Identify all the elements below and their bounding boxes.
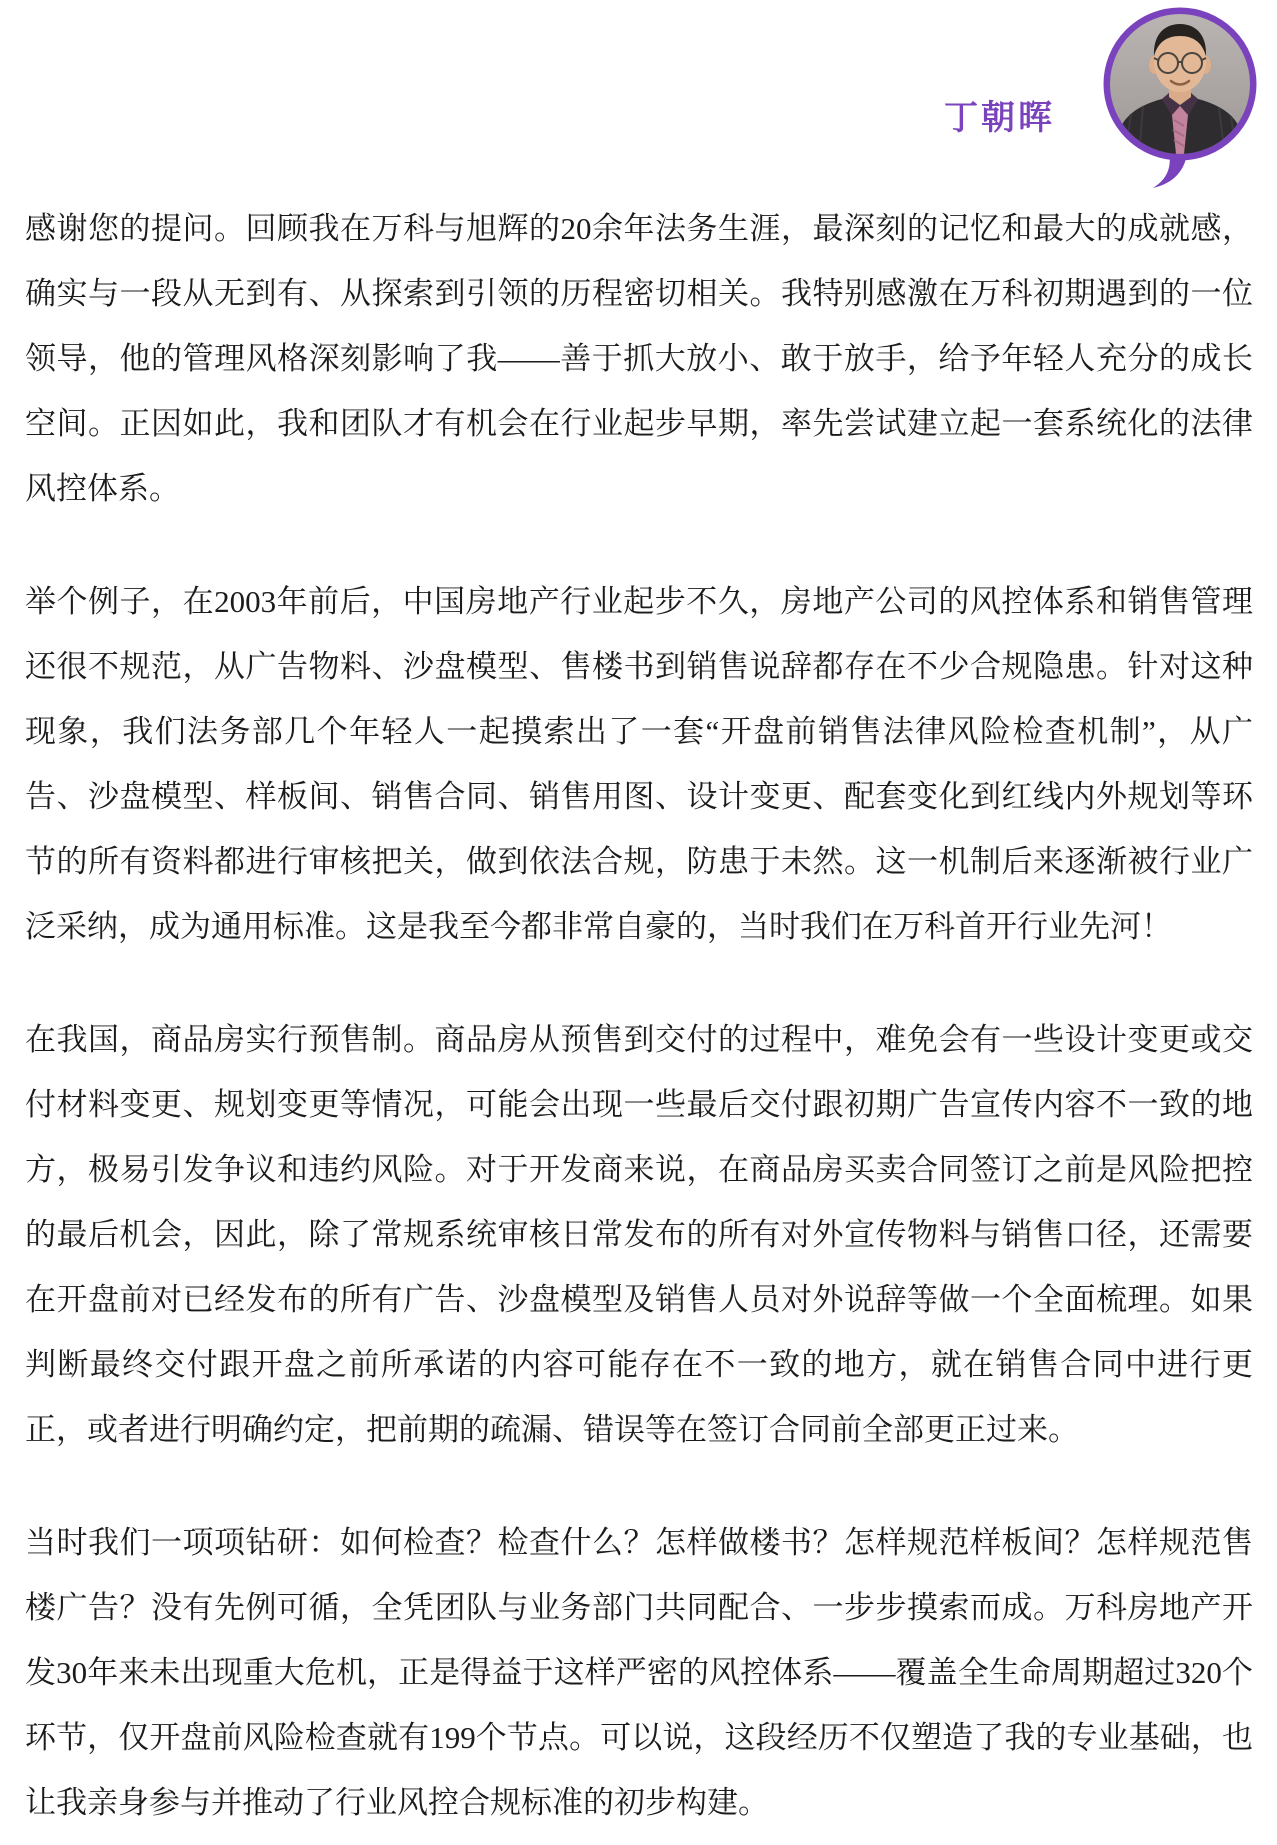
header bbox=[0, 0, 1277, 196]
paragraph: 感谢您的提问。回顾我在万科与旭辉的20余年法务生涯，最深刻的记忆和最大的成就感，确实与一段从无到有、从探索到引领的历程密切相关。我特别感激在万科初期遇到的一位领导，他的管理风格深刻影响了我——善于抓大放小、敢于放手，给予年轻人充分的成长空间。正因如此，我和团队才有机会在行业起步早期，率先尝试建立起一套系统化的法律风控体系。 bbox=[25, 211, 1253, 506]
speaker-name: 丁朝晖 bbox=[944, 99, 1055, 137]
paragraph: 当时我们一项项钻研：如何检查？检查什么？怎样做楼书？怎样规范样板间？怎样规范售楼广告？没有先例可循，全凭团队与业务部门共同配合、一步步摸索而成。万科房地产开发30年来未出现重大危机，正是得益于这样严密的风控体系——覆盖全生命周期超过320个环节，仅开盘前风险检查就有199个节点。可以说，这段经历不仅塑造了我的专业基础，也让我亲身参与并推动了行业风控合规标准的初步构建。 bbox=[25, 1525, 1253, 1820]
paragraph: 举个例子，在2003年前后，中国房地产行业起步不久，房地产公司的风控体系和销售管理还很不规范，从广告物料、沙盘模型、售楼书到销售说辞都存在不少合规隐患。针对这种现象，我们法务部几个年轻人一起摸索出了一套“开盘前销售法律风险检查机制”，从广告、沙盘模型、样板间、销售合同、销售用图、设计变更、配套变化到红线内外规划等环节的所有资料都进行审核把关，做到依法合规，防患于未然。这一机制后来逐渐被行业广泛采纳，成为通用标准。这是我至今都非常自豪的，当时我们在万科首开行业先河！ bbox=[25, 584, 1253, 944]
avatar-speech-bubble bbox=[1095, 2, 1265, 194]
avatar-photo-icon bbox=[1095, 2, 1265, 194]
answer-text bbox=[0, 196, 1277, 1845]
paragraph: 在我国，商品房实行预售制。商品房从预售到交付的过程中，难免会有一些设计变更或交付材料变更、规划变更等情况，可能会出现一些最后交付跟初期广告宣传内容不一致的地方，极易引发争议和违约风险。对于开发商来说，在商品房买卖合同签订之前是风险把控的最后机会，因此，除了常规系统审核日常发布的所有对外宣传物料与销售口径，还需要在开盘前对已经发布的所有广告、沙盘模型及销售人员对外说辞等做一个全面梳理。如果判断最终交付跟开盘之前所承诺的内容可能存在不一致的地方，就在销售合同中进行更正，或者进行明确约定，把前期的疏漏、错误等在签订合同前全部更正过来。 bbox=[25, 1022, 1253, 1447]
